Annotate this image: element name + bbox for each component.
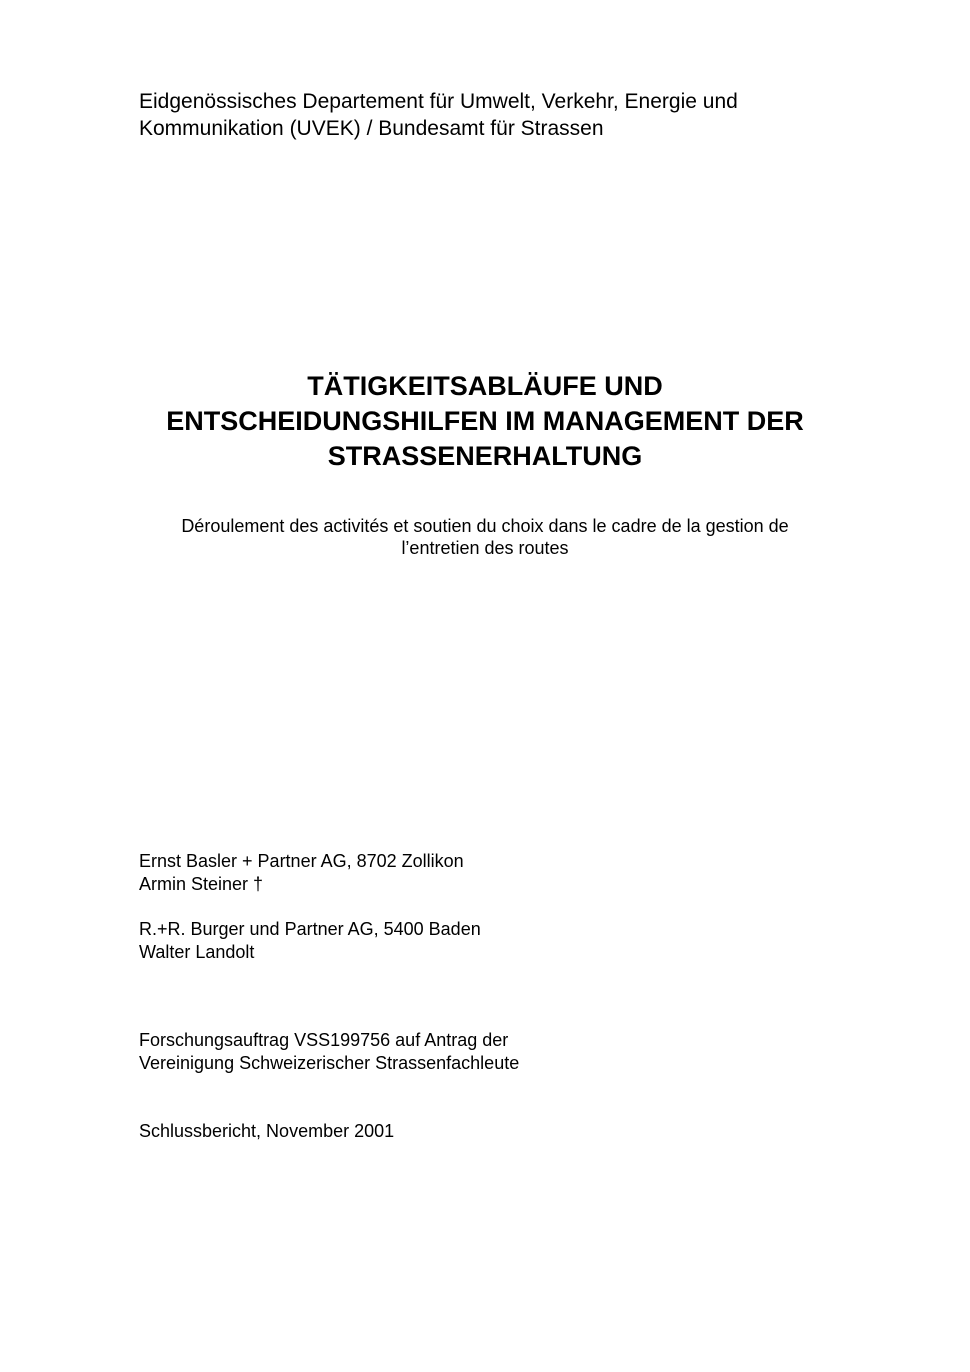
author-person: Armin Steiner † <box>139 874 264 894</box>
title-line: ENTSCHEIDUNGSHILFEN IM MANAGEMENT DER <box>166 406 804 436</box>
research-mandate-line: Forschungsauftrag VSS199756 auf Antrag der <box>139 1030 509 1050</box>
title-line: TÄTIGKEITSABLÄUFE UND <box>307 371 663 401</box>
author-block <box>139 850 839 896</box>
author-company: Ernst Basler + Partner AG, 8702 Zollikon <box>139 851 464 871</box>
research-mandate <box>139 1029 839 1075</box>
document-subtitle <box>0 515 970 559</box>
author-block <box>139 918 839 964</box>
title-line: STRASSENERHALTUNG <box>327 441 643 471</box>
subtitle-line: l’entretien des routes <box>401 538 569 558</box>
issuing-authority-line: Eidgenössisches Departement für Umwelt, Verkehr, Energie und <box>139 90 738 113</box>
report-date: Schlussbericht, November 2001 <box>139 1121 395 1141</box>
author-person: Walter Landolt <box>139 942 255 962</box>
issuing-authority <box>139 88 839 142</box>
research-mandate-line: Vereinigung Schweizerischer Strassenfachleute <box>139 1053 520 1073</box>
document-title <box>0 369 970 474</box>
report-info <box>139 1120 839 1143</box>
issuing-authority-line: Kommunikation (UVEK) / Bundesamt für Strassen <box>139 117 604 140</box>
author-company: R.+R. Burger und Partner AG, 5400 Baden <box>139 919 481 939</box>
subtitle-line: Déroulement des activités et soutien du choix dans le cadre de la gestion de <box>181 516 789 536</box>
